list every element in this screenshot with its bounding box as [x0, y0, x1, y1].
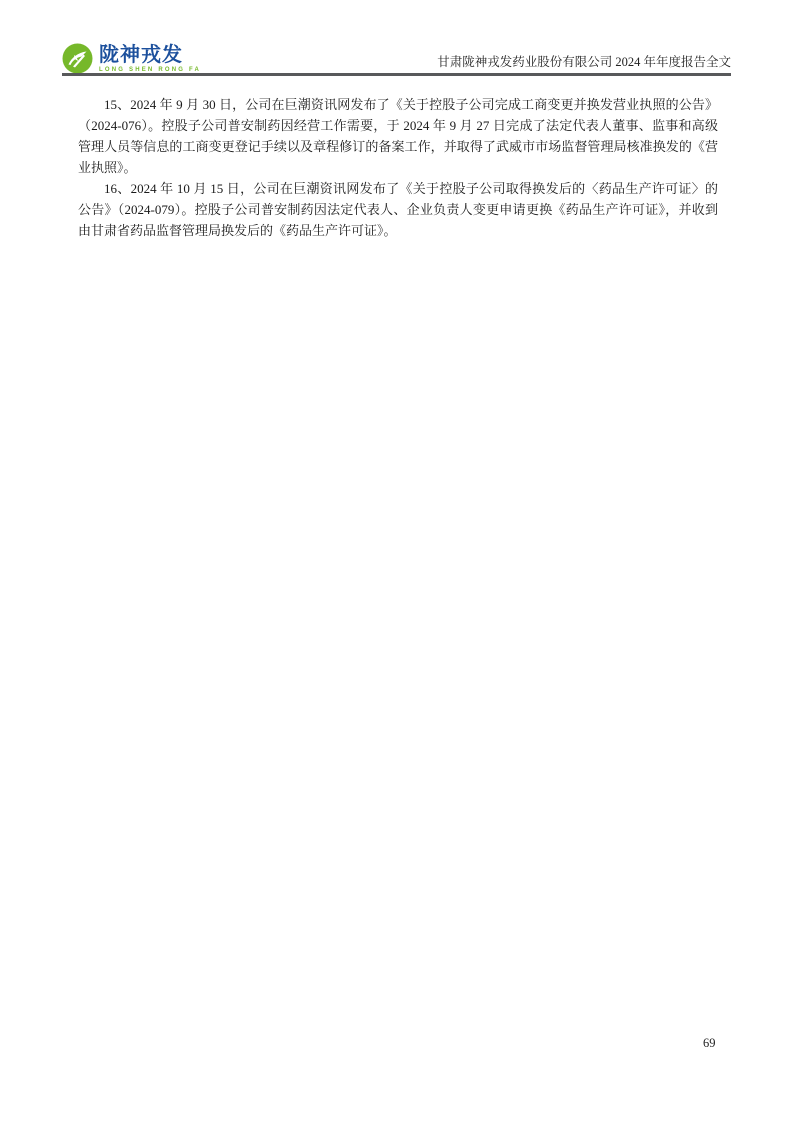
- page-header: [62, 40, 731, 74]
- company-logo: [62, 43, 201, 74]
- logo-company-name-latin: LONG SHEN RONG FA: [99, 66, 202, 73]
- logo-company-name: 陇神戎发: [99, 43, 183, 66]
- report-body: [78, 94, 718, 241]
- paragraph-item-16: 16、2024 年 10 月 15 日，公司在巨潮资讯网发布了《关于控股子公司取得换发后的〈药品生产许可证〉的公告》（2024-079）。控股子公司普安制药因法定代表人、企业负责人变更申请更换《药品生产许可证》，并收到由甘肃省药品监督管理局换发后的《药品生产许可证》。: [78, 181, 718, 238]
- report-title: 甘肃陇神戎发药业股份有限公司 2024 年年度报告全文: [437, 55, 731, 69]
- header-divider: [62, 73, 731, 76]
- page-number: 69: [703, 1036, 716, 1050]
- logo-text: [99, 45, 201, 73]
- paragraph-item-15: 15、2024 年 9 月 30 日，公司在巨潮资讯网发布了《关于控股子公司完成工商变更并换发营业执照的公告》（2024-076）。控股子公司普安制药因经营工作需要，于 2024 年 9 月 27 日完成了法定代表人董事、监事和高级管理人员等信息的工商变更登记手续以及章程修订的备案工作，并取得了武威市市场监督管理局核准换发的《营业执照》。: [78, 97, 718, 175]
- logo-icon: [62, 43, 93, 74]
